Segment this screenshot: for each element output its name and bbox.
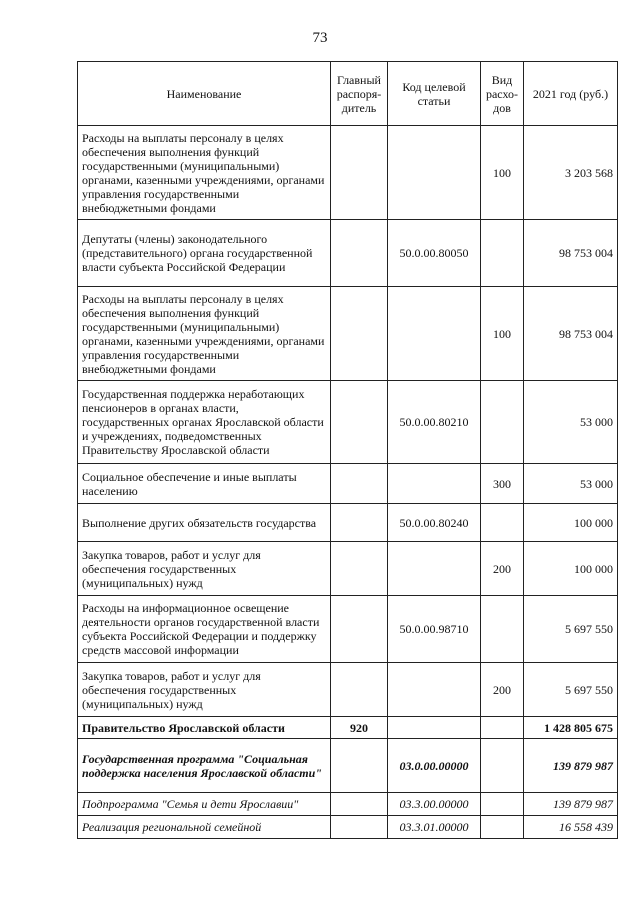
row-code: [388, 717, 481, 739]
row-code: [388, 542, 481, 596]
row-name: Государственная поддержка неработающих пенсионеров в органах власти, государственных органах Ярославской области и учреждениях, подведомственных Правительству Ярославской области: [78, 381, 331, 464]
row-admin: [331, 504, 388, 542]
row-code: [388, 464, 481, 504]
row-code: 03.0.00.00000: [388, 739, 481, 793]
row-amount: 139 879 987: [524, 793, 618, 816]
page-number: 73: [312, 30, 328, 46]
row-amount: 53 000: [524, 381, 618, 464]
row-name: Выполнение других обязательств государства: [78, 504, 331, 542]
row-type: [481, 504, 524, 542]
row-name: Расходы на информационное освещение деятельности органов государственной власти субъекта Российской Федерации и поддержку средств массовой информации: [78, 596, 331, 663]
row-code: 50.0.00.80210: [388, 381, 481, 464]
row-admin: [331, 287, 388, 381]
row-name: Социальное обеспечение и иные выплаты населению: [78, 464, 331, 504]
row-type: 200: [481, 663, 524, 717]
row-amount: 3 203 568: [524, 126, 618, 220]
header-type: Вид расхо-дов: [481, 62, 524, 126]
table-row: [78, 663, 618, 717]
table-row: [78, 126, 618, 220]
table-row: [78, 816, 618, 839]
header-admin: Главный распоря-дитель: [331, 62, 388, 126]
row-name: Закупка товаров, работ и услуг для обеспечения государственных (муниципальных) нужд: [78, 663, 331, 717]
row-type: [481, 381, 524, 464]
row-admin: [331, 126, 388, 220]
row-type: 100: [481, 287, 524, 381]
row-code: 03.3.01.00000: [388, 816, 481, 839]
header-amount: 2021 год (руб.): [524, 62, 618, 126]
row-amount: 98 753 004: [524, 287, 618, 381]
table-row: [78, 793, 618, 816]
row-admin: [331, 596, 388, 663]
row-admin: [331, 663, 388, 717]
row-amount: 5 697 550: [524, 596, 618, 663]
table-row: [78, 504, 618, 542]
table-row: [78, 381, 618, 464]
row-name: Подпрограмма "Семья и дети Ярославии": [78, 793, 331, 816]
row-admin: [331, 464, 388, 504]
row-type: 100: [481, 126, 524, 220]
row-admin: [331, 220, 388, 287]
row-name: Правительство Ярославской области: [78, 717, 331, 739]
row-type: [481, 793, 524, 816]
table-row: [78, 739, 618, 793]
row-type: [481, 739, 524, 793]
row-name: Расходы на выплаты персоналу в целях обеспечения выполнения функций государственными (муниципальными) органами, казенными учреждениями, органами управления государственными внебюджетными фондами: [78, 287, 331, 381]
row-name: Депутаты (члены) законодательного (представительного) органа государственной власти субъекта Российской Федерации: [78, 220, 331, 287]
row-code: 50.0.00.80240: [388, 504, 481, 542]
row-code: [388, 287, 481, 381]
row-amount: 100 000: [524, 542, 618, 596]
table-row: [78, 287, 618, 381]
row-code: 50.0.00.98710: [388, 596, 481, 663]
row-amount: 5 697 550: [524, 663, 618, 717]
row-name: Государственная программа "Социальная поддержка населения Ярославской области": [78, 739, 331, 793]
row-amount: 100 000: [524, 504, 618, 542]
row-amount: 53 000: [524, 464, 618, 504]
budget-table: [77, 61, 618, 839]
row-type: [481, 717, 524, 739]
row-amount: 1 428 805 675: [524, 717, 618, 739]
row-admin: 920: [331, 717, 388, 739]
row-type: 300: [481, 464, 524, 504]
row-admin: [331, 793, 388, 816]
row-amount: 139 879 987: [524, 739, 618, 793]
row-admin: [331, 381, 388, 464]
row-amount: 16 558 439: [524, 816, 618, 839]
row-name: Расходы на выплаты персоналу в целях обеспечения выполнения функций государственными (муниципальными) органами, казенными учреждениями, органами управления государственными внебюджетными фондами: [78, 126, 331, 220]
row-name: Реализация региональной семейной: [78, 816, 331, 839]
row-type: [481, 596, 524, 663]
row-code: 03.3.00.00000: [388, 793, 481, 816]
row-type: 200: [481, 542, 524, 596]
row-code: [388, 663, 481, 717]
header-code: Код целевой статьи: [388, 62, 481, 126]
row-type: [481, 816, 524, 839]
table-row: [78, 542, 618, 596]
table-row: [78, 220, 618, 287]
table-header-row: [78, 62, 618, 126]
table-row: [78, 717, 618, 739]
table-row: [78, 464, 618, 504]
row-amount: 98 753 004: [524, 220, 618, 287]
row-code: [388, 126, 481, 220]
row-type: [481, 220, 524, 287]
row-admin: [331, 542, 388, 596]
header-name: Наименование: [78, 62, 331, 126]
row-admin: [331, 816, 388, 839]
row-code: 50.0.00.80050: [388, 220, 481, 287]
row-name: Закупка товаров, работ и услуг для обеспечения государственных (муниципальных) нужд: [78, 542, 331, 596]
table-row: [78, 596, 618, 663]
row-admin: [331, 739, 388, 793]
